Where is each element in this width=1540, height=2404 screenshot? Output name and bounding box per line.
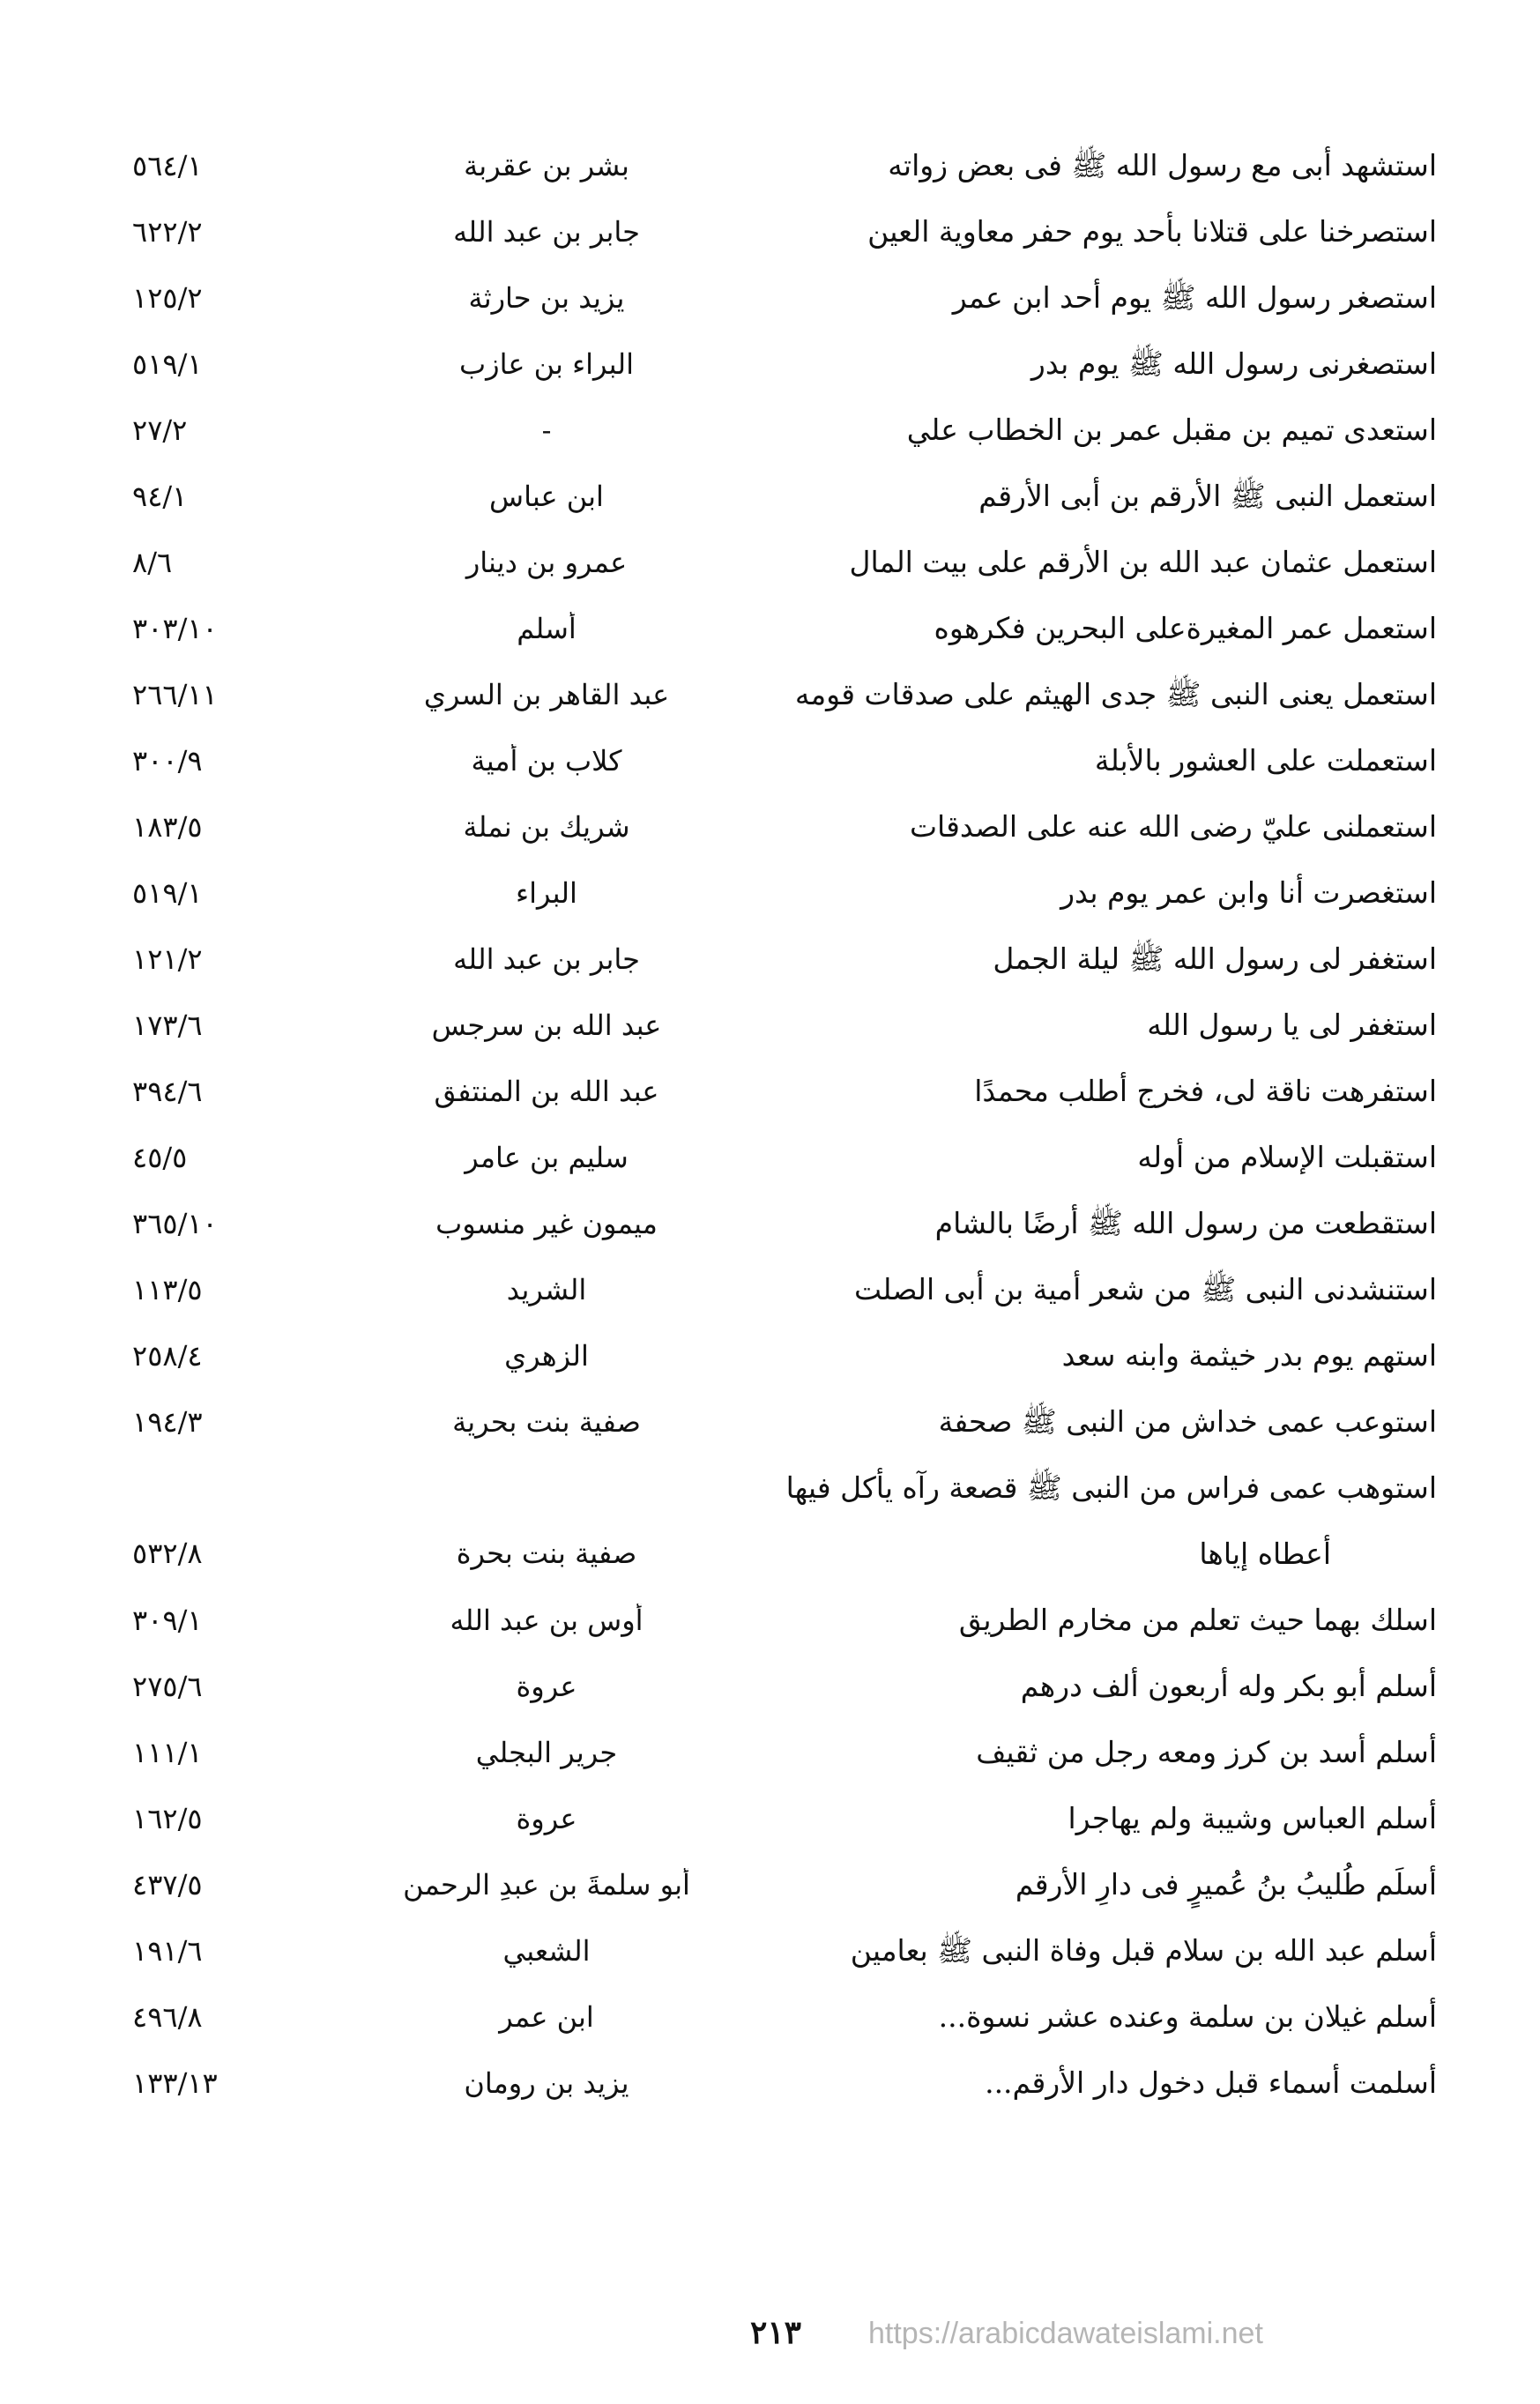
index-entry bbox=[132, 1983, 1437, 2050]
entry-reference-text: ٥١٩/١ bbox=[132, 875, 203, 910]
entry-narrator: ابن عباس bbox=[489, 479, 604, 513]
entry-phrase-text: أسلم عبد الله بن سلام قبل وفاة النبى ﷺ بعامين bbox=[850, 1933, 1437, 1968]
entry-narrator: ميمون غير منسوب bbox=[435, 1206, 658, 1240]
entry-narrator: أبو سلمةَ بنِ عبدِ الرحمنِ bbox=[403, 1867, 690, 1902]
entry-reference bbox=[132, 1736, 361, 1769]
index-entry bbox=[132, 1455, 1437, 1587]
entry-phrase bbox=[732, 1190, 1437, 1256]
entry-phrase bbox=[732, 1256, 1437, 1322]
index-entry bbox=[132, 529, 1437, 595]
entry-phrase-text: أسلم أبو بكر وله أربعون ألف درهم bbox=[1020, 1669, 1437, 1703]
index-entry bbox=[132, 2050, 1437, 2116]
entry-reference bbox=[132, 2000, 361, 2034]
entry-reference-text: ٣٠٣/١٠ bbox=[132, 611, 218, 645]
entry-narrator: بشر بن عقربة bbox=[464, 148, 629, 182]
index-entry bbox=[132, 1322, 1437, 1388]
index-entry bbox=[132, 1587, 1437, 1653]
entry-reference-text: ٤٥/٥ bbox=[132, 1140, 188, 1174]
entry-reference bbox=[132, 413, 361, 447]
entry-phrase bbox=[732, 1587, 1437, 1653]
entry-narrator: صفية بنت بحرة bbox=[456, 1537, 637, 1570]
entry-phrase-text: استقطعت من رسول الله ﷺ أرضًا بالشام bbox=[934, 1206, 1437, 1240]
entry-narrator: جابر بن عبد الله bbox=[453, 214, 640, 249]
entry-reference bbox=[132, 1008, 361, 1042]
index-entry bbox=[132, 1653, 1437, 1719]
entry-narrator: أوس بن عبد الله bbox=[450, 1603, 644, 1637]
entry-phrase bbox=[732, 198, 1437, 264]
entry-phrase-text: استعمل يعنى النبى ﷺ جدى الهيثم على صدقات قومه bbox=[794, 677, 1437, 711]
entry-phrase bbox=[732, 397, 1437, 463]
entry-narrator: يزيد بن رومان bbox=[464, 2065, 629, 2100]
entry-reference-text: ٢٧/٢ bbox=[132, 413, 188, 447]
entry-phrase-text: أسلم أسد بن كرز ومعه رجل من ثقيف bbox=[976, 1735, 1437, 1769]
entry-reference bbox=[132, 2066, 361, 2100]
entry-reference bbox=[132, 1670, 361, 1703]
entry-phrase-text: استعمل عثمان عبد الله بن الأرقم على بيت المال bbox=[849, 545, 1437, 579]
entry-reference bbox=[132, 876, 361, 910]
entry-reference-text: ٥٦٤/١ bbox=[132, 148, 203, 182]
entry-reference bbox=[132, 612, 361, 645]
entry-reference bbox=[132, 942, 361, 976]
entry-phrase-text: اسلك بهما حيث تعلم من مخارم الطريق bbox=[958, 1603, 1437, 1637]
entry-reference-text: ٢٦٦/١١ bbox=[132, 677, 218, 711]
entry-phrase-text: استغصرت أنا وابن عمر يوم بدر bbox=[1060, 875, 1437, 910]
entry-phrase bbox=[732, 793, 1437, 860]
index-entry bbox=[132, 1851, 1437, 1917]
entry-reference-text: ٣٩٤/٦ bbox=[132, 1074, 203, 1108]
index-entry bbox=[132, 1256, 1437, 1322]
entry-phrase-text: أسلم العباس وشيبة ولم يهاجرا bbox=[1068, 1801, 1437, 1835]
entry-reference-text: ١٣٣/١٣ bbox=[132, 2065, 218, 2100]
entry-reference bbox=[132, 1141, 361, 1174]
entry-reference-text: ٦٢٢/٢ bbox=[132, 214, 203, 249]
index-entry bbox=[132, 992, 1437, 1058]
entry-reference-text: ٤٩٦/٨ bbox=[132, 1999, 203, 2034]
entry-narrator: جرير البجلي bbox=[475, 1735, 618, 1769]
entry-phrase-text: استقبلت الإسلام من أوله bbox=[1137, 1140, 1437, 1174]
index-entry bbox=[132, 1058, 1437, 1124]
entry-reference bbox=[132, 1075, 361, 1108]
index-entry bbox=[132, 793, 1437, 860]
entry-phrase-text: استوعب عمى خداش من النبى ﷺ صحفة bbox=[938, 1404, 1437, 1439]
index-entry bbox=[132, 1917, 1437, 1983]
entry-reference-text: ١٦٢/٥ bbox=[132, 1801, 203, 1835]
entry-phrase bbox=[732, 1851, 1437, 1917]
entry-phrase-text: استوهب عمى فراس من النبى ﷺ قصعة رآه يأكل فيها bbox=[785, 1470, 1437, 1505]
entry-reference-text: ١٢٥/٢ bbox=[132, 280, 203, 315]
entry-reference-text: ١١١/١ bbox=[132, 1735, 203, 1769]
entry-narrator: عبد الله بن سرجس bbox=[431, 1008, 662, 1042]
entry-narrator: عبد الله بن المنتفق bbox=[434, 1074, 659, 1108]
entry-reference bbox=[132, 546, 361, 579]
entry-narrator: يزيد بن حارثة bbox=[468, 280, 625, 315]
index-entry bbox=[132, 132, 1437, 198]
index-list bbox=[132, 132, 1437, 2116]
entry-phrase bbox=[732, 1917, 1437, 1983]
entry-reference-text: ٤٣٧/٥ bbox=[132, 1867, 203, 1902]
entry-reference bbox=[132, 1604, 361, 1637]
entry-phrase-text: استصغرنى رسول الله ﷺ يوم بدر bbox=[1030, 346, 1437, 381]
entry-reference bbox=[132, 744, 361, 778]
entry-narrator: شريك بن نملة bbox=[463, 809, 630, 844]
index-entry bbox=[132, 860, 1437, 926]
entry-phrase bbox=[732, 463, 1437, 529]
entry-narrator: عمرو بن دينار bbox=[465, 545, 628, 579]
entry-narrator: البراء bbox=[516, 875, 577, 910]
entry-phrase-text: استعمل النبى ﷺ الأرقم بن أبى الأرقم bbox=[978, 479, 1437, 513]
entry-narrator: ابن عمر bbox=[499, 1999, 594, 2034]
entry-phrase bbox=[732, 1653, 1437, 1719]
entry-phrase-text: أسلم غيلان بن سلمة وعنده عشر نسوة... bbox=[938, 1999, 1437, 2034]
entry-reference bbox=[132, 1207, 361, 1240]
watermark-url: https://arabicdawateislami.net bbox=[868, 2317, 1263, 2350]
index-entry bbox=[132, 1719, 1437, 1785]
entry-reference-text: ٣٠٠/٩ bbox=[132, 743, 203, 778]
entry-narrator: أسلم bbox=[517, 611, 577, 645]
entry-reference bbox=[132, 347, 361, 381]
entry-phrase-text: استعمل عمر المغيرةعلى البحرين فكرهوه bbox=[934, 611, 1437, 645]
entry-reference bbox=[132, 281, 361, 315]
entry-phrase-text: استعملت على العشور بالأبلة bbox=[1094, 743, 1437, 778]
entry-phrase bbox=[732, 1124, 1437, 1190]
entry-reference bbox=[132, 1868, 361, 1902]
entry-phrase bbox=[732, 1983, 1437, 2050]
entry-reference-text: ٣٠٩/١ bbox=[132, 1603, 203, 1637]
entry-phrase bbox=[732, 727, 1437, 793]
index-entry bbox=[132, 463, 1437, 529]
entry-phrase bbox=[732, 529, 1437, 595]
entry-reference bbox=[132, 1273, 361, 1306]
entry-phrase-text: أسلَم طُليبُ بنُ عُميرٍ فى دارِ الأرقم bbox=[1015, 1867, 1437, 1902]
entry-narrator: الشعبي bbox=[502, 1933, 591, 1968]
entry-reference-text: ٩٤/١ bbox=[132, 479, 188, 513]
entry-narrator: عروة bbox=[516, 1669, 577, 1703]
index-entry bbox=[132, 727, 1437, 793]
entry-phrase-text: استصرخنا على قتلانا بأحد يوم حفر معاوية العين bbox=[867, 214, 1437, 249]
entry-phrase-text: استشهد أبى مع رسول الله ﷺ فى بعض زواته bbox=[888, 148, 1437, 182]
entry-phrase-text: أسلمت أسماء قبل دخول دار الأرقم... bbox=[985, 2065, 1437, 2100]
entry-reference-text: ٨/٦ bbox=[132, 545, 173, 579]
index-entry bbox=[132, 595, 1437, 661]
entry-reference bbox=[132, 215, 361, 249]
entry-reference-text: ١٨٣/٥ bbox=[132, 809, 203, 844]
entry-reference bbox=[132, 1339, 361, 1373]
index-entry bbox=[132, 331, 1437, 397]
entry-narrator: - bbox=[541, 413, 552, 447]
entry-phrase bbox=[732, 661, 1437, 727]
entry-reference bbox=[132, 149, 361, 182]
entry-narrator: البراء بن عازب bbox=[459, 346, 634, 381]
index-entry bbox=[132, 661, 1437, 727]
entry-narrator: سليم بن عامر bbox=[465, 1140, 629, 1174]
entry-phrase bbox=[732, 1322, 1437, 1388]
entry-reference bbox=[132, 1802, 361, 1835]
entry-reference-text: ١٩٤/٣ bbox=[132, 1404, 203, 1439]
entry-narrator: الشريد bbox=[506, 1272, 587, 1306]
entry-phrase-text: استنشدنى النبى ﷺ من شعر أمية بن أبى الصلت bbox=[853, 1272, 1437, 1306]
entry-narrator: جابر بن عبد الله bbox=[453, 942, 640, 976]
entry-phrase bbox=[732, 992, 1437, 1058]
entry-reference-text: ٣٦٥/١٠ bbox=[132, 1206, 218, 1240]
entry-reference-text: ١٩١/٦ bbox=[132, 1933, 203, 1968]
entry-phrase-continuation: أعطاه إياها bbox=[1199, 1537, 1331, 1571]
entry-phrase bbox=[732, 860, 1437, 926]
entry-phrase-text: استغفر لى رسول الله ﷺ ليلة الجمل bbox=[993, 942, 1437, 976]
entry-phrase bbox=[732, 1785, 1437, 1851]
entry-phrase bbox=[732, 264, 1437, 331]
entry-phrase-text: استهم يوم بدر خيثمة وابنه سعد bbox=[1061, 1338, 1437, 1373]
entry-phrase bbox=[732, 2050, 1437, 2116]
index-entry bbox=[132, 198, 1437, 264]
index-entry bbox=[132, 397, 1437, 463]
entry-narrator: الزهري bbox=[504, 1338, 589, 1373]
page-number: ٢١٣ bbox=[749, 2314, 801, 2351]
entry-reference-text: ١١٣/٥ bbox=[132, 1272, 203, 1306]
entry-phrase bbox=[732, 132, 1437, 198]
entry-reference bbox=[132, 810, 361, 844]
entry-phrase-text: استعملنى عليّ رضى الله عنه على الصدقات bbox=[909, 809, 1437, 844]
entry-reference-text: ١٧٣/٦ bbox=[132, 1008, 203, 1042]
index-entry bbox=[132, 264, 1437, 331]
entry-reference bbox=[132, 480, 361, 513]
entry-phrase-text: استصغر رسول الله ﷺ يوم أحد ابن عمر bbox=[952, 280, 1437, 315]
index-entry bbox=[132, 926, 1437, 992]
entry-narrator: كلاب بن أمية bbox=[471, 743, 622, 778]
entry-phrase bbox=[732, 926, 1437, 992]
entry-phrase-text: استعدى تميم بن مقبل عمر بن الخطاب علي bbox=[906, 413, 1437, 447]
entry-phrase bbox=[732, 1455, 1437, 1587]
entry-reference bbox=[132, 678, 361, 711]
entry-phrase bbox=[732, 331, 1437, 397]
index-entry bbox=[132, 1785, 1437, 1851]
entry-narrator: عبد القاهر بن السري bbox=[423, 677, 670, 711]
entry-phrase-text: استغفر لى يا رسول الله bbox=[1147, 1008, 1437, 1042]
entry-narrator: عروة bbox=[516, 1801, 577, 1835]
entry-phrase bbox=[732, 595, 1437, 661]
entry-phrase-text: استفرهت ناقة لى، فخرج أطلب محمدًا bbox=[974, 1074, 1437, 1108]
index-entry bbox=[132, 1124, 1437, 1190]
entry-reference-text: ١٢١/٢ bbox=[132, 942, 203, 976]
entry-reference-text: ٢٧٥/٦ bbox=[132, 1669, 203, 1703]
entry-phrase bbox=[732, 1058, 1437, 1124]
entry-narrator: صفية بنت بحرية bbox=[452, 1404, 641, 1439]
entry-reference bbox=[132, 1934, 361, 1968]
entry-reference-text: ٥٣٢/٨ bbox=[132, 1537, 203, 1570]
entry-reference-text: ٢٥٨/٤ bbox=[132, 1338, 203, 1373]
index-entry bbox=[132, 1190, 1437, 1256]
entry-reference bbox=[132, 1521, 361, 1587]
entry-phrase bbox=[732, 1388, 1437, 1455]
entry-reference-text: ٥١٩/١ bbox=[132, 346, 203, 381]
entry-reference bbox=[132, 1405, 361, 1439]
index-entry bbox=[132, 1388, 1437, 1455]
entry-phrase bbox=[732, 1719, 1437, 1785]
